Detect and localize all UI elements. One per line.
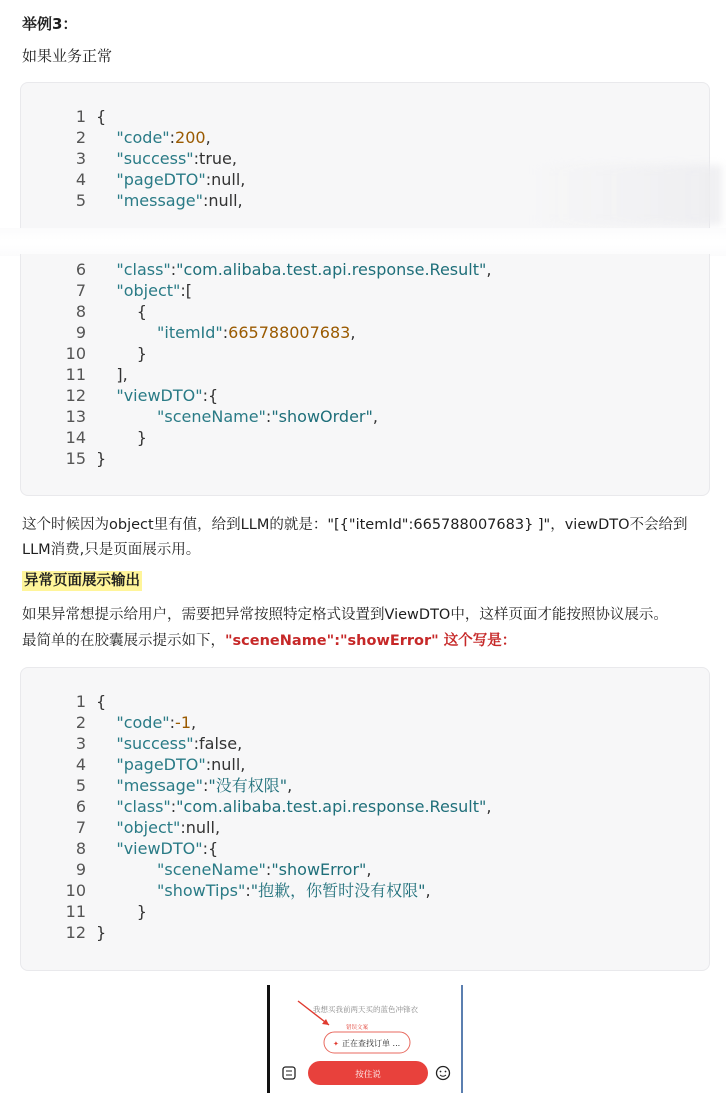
line-number: 1 xyxy=(75,692,86,711)
hold-to-talk-label: 按住说 xyxy=(355,1070,381,1080)
json-key: "showTips" xyxy=(157,881,246,900)
paragraph-1-line-1: 这个时候因为object里有值，给到LLM的就是："[{"itemId":665788007683} ]"，viewDTO不会给到 xyxy=(22,517,688,533)
json-colon: : xyxy=(170,260,177,279)
json-punct: ], xyxy=(116,365,128,384)
json-colon: : xyxy=(193,149,200,168)
code-line xyxy=(20,859,371,880)
json-colon: : xyxy=(193,734,200,753)
emoji-icon[interactable] xyxy=(437,1067,450,1080)
line-number: 2 xyxy=(75,713,86,732)
json-colon: : xyxy=(202,386,208,405)
json-punct: { xyxy=(96,107,107,126)
json-punct: , xyxy=(191,713,197,732)
line-number: 11 xyxy=(65,365,86,384)
line-number: 6 xyxy=(75,260,86,279)
line-content xyxy=(96,818,220,837)
section-title-highlight: 异常页面展示输出 xyxy=(24,573,140,589)
json-key: "sceneName" xyxy=(157,860,266,879)
json-colon: : xyxy=(170,797,177,816)
line-number: 3 xyxy=(75,734,86,753)
line-number: 4 xyxy=(75,755,86,774)
json-key: "message" xyxy=(116,191,203,210)
emoji-icon-eye xyxy=(445,1071,447,1073)
json-punct: , xyxy=(287,776,293,795)
json-punct: { xyxy=(207,839,219,858)
line-content xyxy=(96,881,431,900)
json-string: "没有权限" xyxy=(208,776,288,795)
line-number: 12 xyxy=(65,923,86,942)
json-punct: , xyxy=(366,860,372,879)
paragraph-2-prefix: 最简单的在胶囊展示提示如下， xyxy=(22,633,225,649)
json-punct: null, xyxy=(185,818,221,837)
code-line xyxy=(20,259,491,280)
json-colon: : xyxy=(222,323,229,342)
emoji-icon-smile xyxy=(440,1075,446,1076)
line-content xyxy=(96,107,106,126)
subheading: 如果业务正常 xyxy=(22,47,113,65)
json-string: "抱歉，你暂时没有权限" xyxy=(250,881,426,900)
json-punct: { xyxy=(207,386,219,405)
code-line xyxy=(20,190,243,211)
code-line xyxy=(20,322,355,343)
sparkle-icon: ✦ xyxy=(333,1040,339,1048)
json-key: "code" xyxy=(116,128,170,147)
json-punct: null, xyxy=(211,170,246,189)
line-content xyxy=(96,776,292,795)
code-line xyxy=(20,148,237,169)
line-number: 15 xyxy=(65,449,86,468)
paragraph-2-emphasis: "sceneName":"showError" 这个写是： xyxy=(225,633,517,649)
code-line xyxy=(20,364,128,385)
code-line xyxy=(20,880,431,901)
line-content xyxy=(96,923,106,942)
json-colon: : xyxy=(265,860,272,879)
paragraph-1-line-2: LLM消费,只是页面展示用。 xyxy=(22,542,201,558)
code-line xyxy=(20,280,192,301)
section-title xyxy=(22,569,142,593)
line-content xyxy=(96,407,378,426)
keyboard-icon[interactable] xyxy=(283,1067,295,1079)
emoji-icon-eye xyxy=(440,1071,442,1073)
paragraph-2-line-2 xyxy=(22,629,516,653)
json-key: "success" xyxy=(116,734,194,753)
json-key: "class" xyxy=(116,797,171,816)
code-line xyxy=(20,691,106,712)
json-punct: } xyxy=(136,344,147,363)
json-string: "showOrder" xyxy=(271,407,373,426)
status-pill-text: 正在查找订单 ... xyxy=(342,1039,401,1048)
json-colon: : xyxy=(180,281,186,300)
line-number: 8 xyxy=(75,302,86,321)
line-content xyxy=(96,260,491,279)
line-content xyxy=(96,839,218,858)
json-punct: , xyxy=(350,323,356,342)
line-content xyxy=(96,713,196,732)
json-colon: : xyxy=(205,755,212,774)
line-content xyxy=(96,428,147,447)
phone-hint-text: 我想买我前两天买的蓝色冲锋衣 xyxy=(313,1005,418,1014)
line-number: 4 xyxy=(75,170,86,189)
json-number: 200 xyxy=(175,128,206,147)
line-content xyxy=(96,344,147,363)
phone-screenshot xyxy=(267,985,463,1095)
code-line xyxy=(20,838,218,859)
json-colon: : xyxy=(245,881,251,900)
line-number: 5 xyxy=(75,191,86,210)
json-key: "pageDTO" xyxy=(116,170,206,189)
line-number: 7 xyxy=(75,818,86,837)
line-content xyxy=(96,755,245,774)
json-punct: , xyxy=(486,260,492,279)
json-punct: , xyxy=(486,797,492,816)
error-tag-text: 错误文案 xyxy=(346,1025,369,1031)
line-number: 14 xyxy=(65,428,86,447)
scan-smudge xyxy=(532,165,722,225)
json-colon: : xyxy=(180,818,186,837)
line-content xyxy=(96,323,355,342)
json-key: "itemId" xyxy=(157,323,223,342)
code-line xyxy=(20,901,147,922)
json-string: "showError" xyxy=(271,860,367,879)
json-colon: : xyxy=(265,407,272,426)
json-punct: } xyxy=(136,428,147,447)
json-punct: } xyxy=(136,902,147,921)
code-line xyxy=(20,775,292,796)
line-number: 10 xyxy=(65,344,86,363)
json-key: "object" xyxy=(116,281,181,300)
json-key: "success" xyxy=(116,149,194,168)
json-punct: , xyxy=(425,881,431,900)
json-key: "code" xyxy=(116,713,170,732)
line-content xyxy=(96,170,245,189)
line-number: 3 xyxy=(75,149,86,168)
line-number: 11 xyxy=(65,902,86,921)
line-number: 2 xyxy=(75,128,86,147)
json-colon: : xyxy=(202,191,209,210)
code-line xyxy=(20,406,378,427)
json-colon: : xyxy=(202,776,209,795)
line-number: 1 xyxy=(75,107,86,126)
line-number: 13 xyxy=(65,407,86,426)
json-punct: false, xyxy=(199,734,243,753)
json-punct: true, xyxy=(199,149,237,168)
line-content xyxy=(96,449,106,468)
code-line xyxy=(20,922,106,943)
json-punct: , xyxy=(205,128,211,147)
line-content xyxy=(96,365,128,384)
json-colon: : xyxy=(169,128,176,147)
line-number: 9 xyxy=(75,323,86,342)
json-colon: : xyxy=(169,713,176,732)
json-punct: , xyxy=(372,407,378,426)
code-line xyxy=(20,169,245,190)
code-line xyxy=(20,127,211,148)
json-punct: { xyxy=(96,692,107,711)
json-punct: } xyxy=(96,449,107,468)
line-content xyxy=(96,902,147,921)
line-number: 8 xyxy=(75,839,86,858)
line-content xyxy=(96,128,211,147)
line-number: 12 xyxy=(65,386,86,405)
json-colon: : xyxy=(205,170,212,189)
line-content xyxy=(96,191,243,210)
line-number: 6 xyxy=(75,797,86,816)
json-key: "class" xyxy=(116,260,171,279)
json-key: "object" xyxy=(116,818,181,837)
code-line xyxy=(20,448,106,469)
line-content xyxy=(96,149,237,168)
json-string: "com.alibaba.test.api.response.Result" xyxy=(176,260,487,279)
line-content xyxy=(96,386,218,405)
line-content xyxy=(96,281,192,300)
json-key: "message" xyxy=(116,776,203,795)
code-line xyxy=(20,385,218,406)
line-number: 7 xyxy=(75,281,86,300)
code-line xyxy=(20,796,491,817)
json-string: "com.alibaba.test.api.response.Result" xyxy=(176,797,487,816)
json-number: 665788007683 xyxy=(228,323,351,342)
json-key: "sceneName" xyxy=(157,407,266,426)
json-colon: : xyxy=(202,839,208,858)
json-key: "viewDTO" xyxy=(116,839,203,858)
code-line xyxy=(20,733,242,754)
json-number: -1 xyxy=(175,713,191,732)
json-punct: null, xyxy=(208,191,243,210)
page-fold xyxy=(0,228,726,256)
line-number: 10 xyxy=(65,881,86,900)
code-line xyxy=(20,343,147,364)
code-line xyxy=(20,427,147,448)
example-heading: 举例3： xyxy=(22,15,78,33)
code-line xyxy=(20,754,245,775)
line-content xyxy=(96,302,147,321)
line-content xyxy=(96,692,106,711)
json-punct: } xyxy=(96,923,107,942)
line-number: 5 xyxy=(75,776,86,795)
line-content xyxy=(96,860,371,879)
code-line xyxy=(20,817,220,838)
line-content xyxy=(96,734,242,753)
code-line xyxy=(20,712,196,733)
code-line xyxy=(20,106,106,127)
json-punct: null, xyxy=(211,755,246,774)
line-number: 9 xyxy=(75,860,86,879)
paragraph-2-line-1: 如果异常想提示给用户，需要把异常按照特定格式设置到ViewDTO中，这样页面才能按照协议展示。 xyxy=(22,607,668,623)
json-key: "viewDTO" xyxy=(116,386,203,405)
phone-canvas xyxy=(267,985,463,1095)
line-content xyxy=(96,797,491,816)
code-line xyxy=(20,301,147,322)
json-key: "pageDTO" xyxy=(116,755,206,774)
json-punct: { xyxy=(136,302,147,321)
json-punct: [ xyxy=(185,281,193,300)
